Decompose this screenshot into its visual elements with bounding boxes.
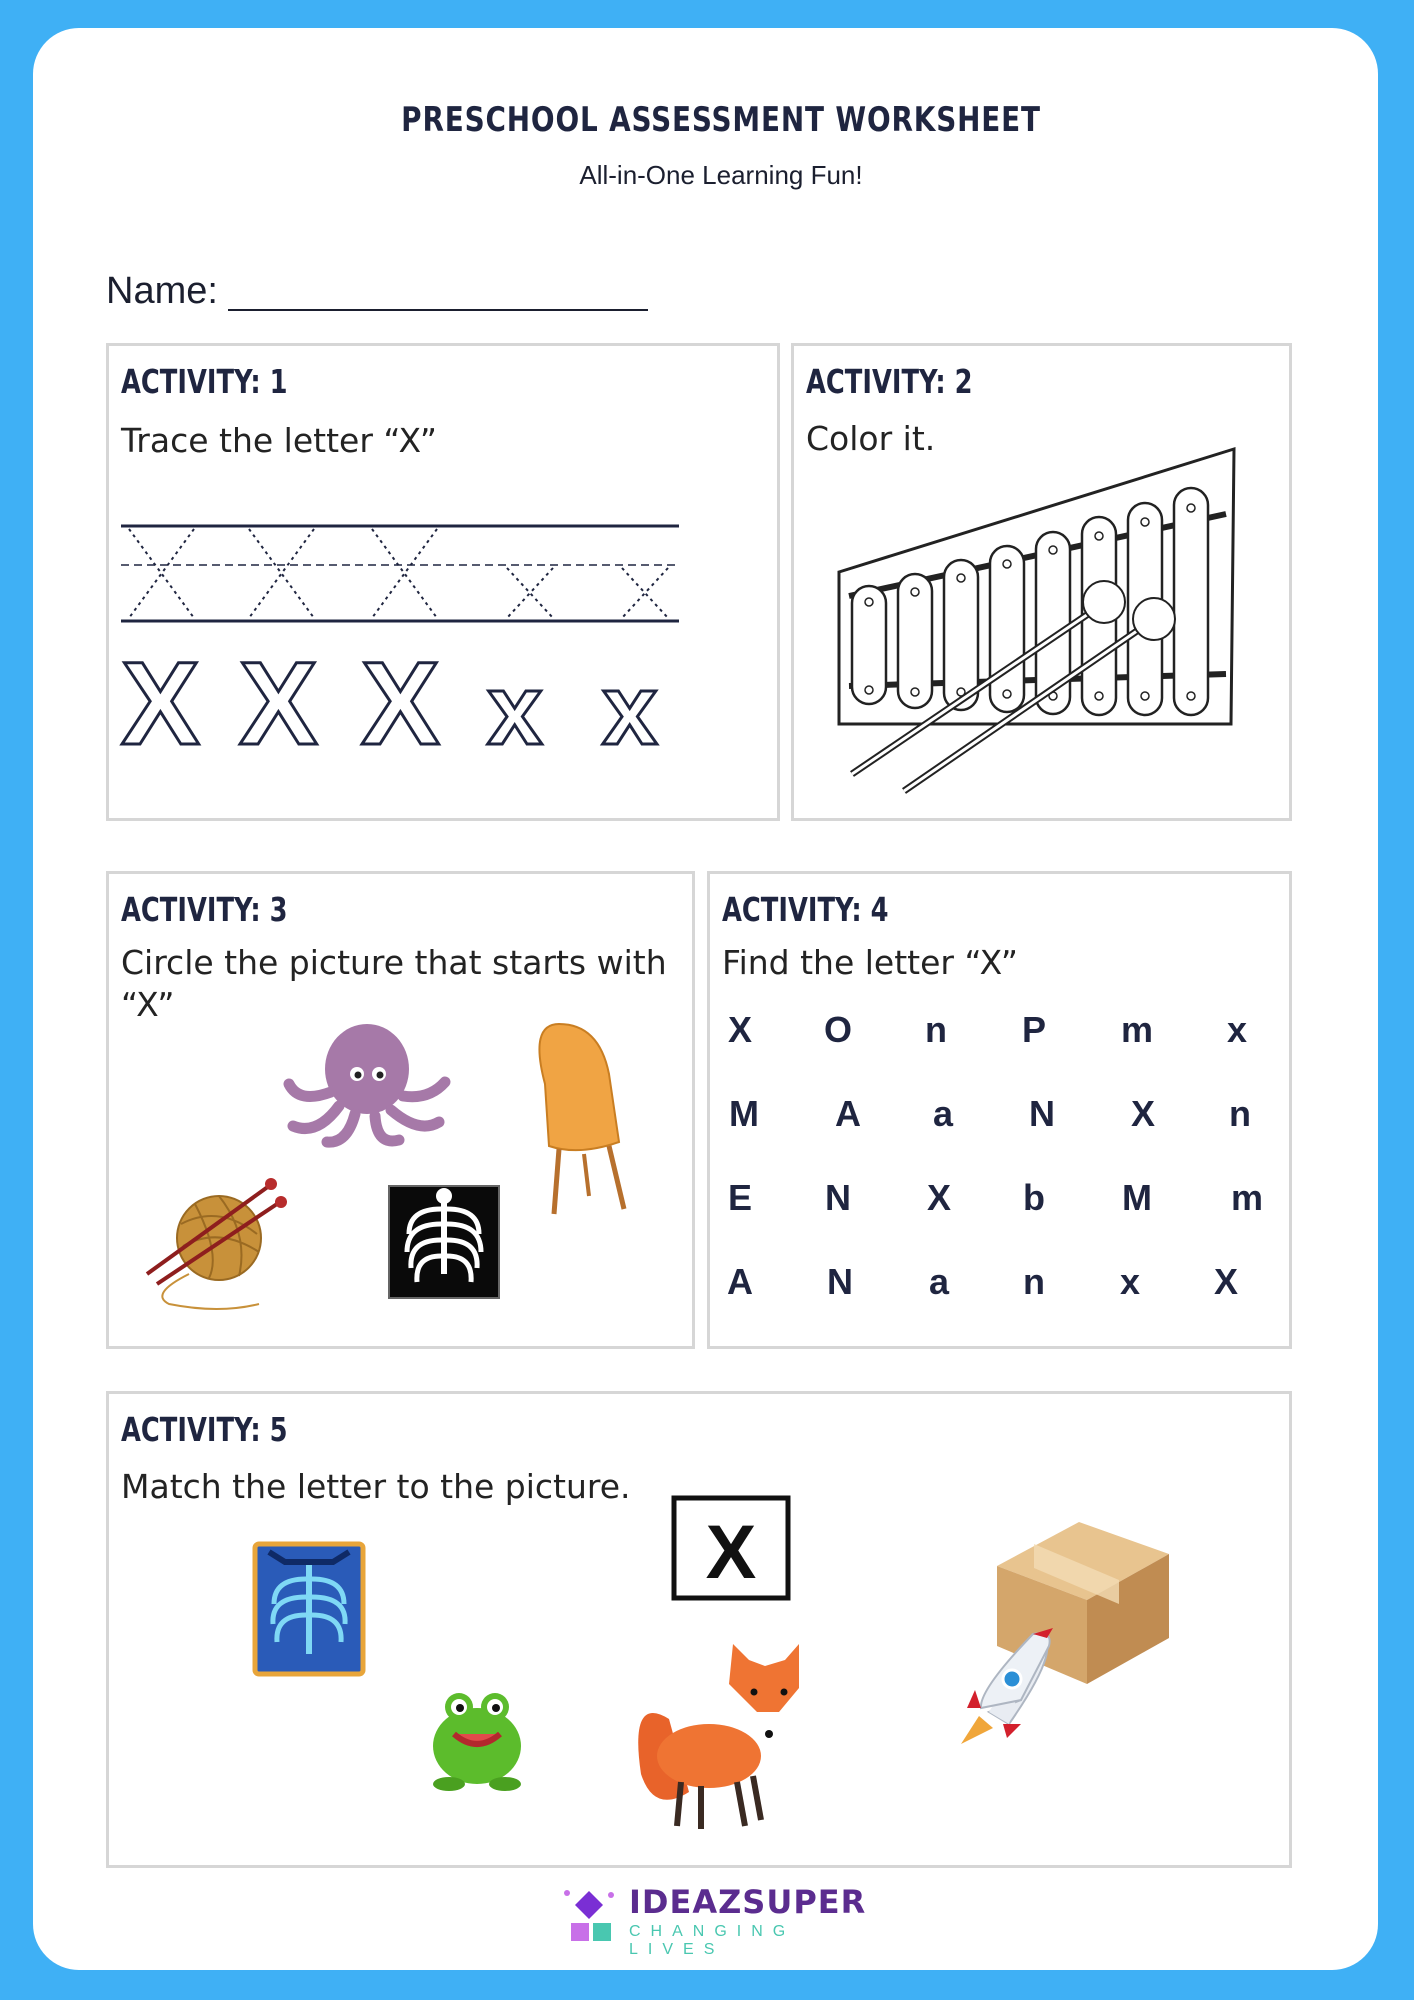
activity-5-box xyxy=(106,1391,1292,1868)
letter-grid-row-1 xyxy=(710,1009,1293,1069)
grid-letter[interactable]: n xyxy=(1229,1093,1251,1134)
grid-letter[interactable]: x xyxy=(1119,1261,1141,1302)
activity-2-title: ACTIVITY: 2 xyxy=(806,362,973,401)
grid-letter[interactable]: N xyxy=(825,1177,851,1218)
grid-letter[interactable]: N xyxy=(827,1261,853,1302)
grid-letter[interactable]: X xyxy=(1213,1261,1238,1302)
grid-letter[interactable]: b xyxy=(1023,1177,1045,1218)
grid-letter[interactable]: M xyxy=(729,1093,759,1134)
logo-blocks-icon xyxy=(557,1887,621,1945)
grid-letter[interactable]: n xyxy=(1023,1261,1045,1302)
activity-2-instruction: Color it. xyxy=(806,419,936,458)
grid-letter[interactable]: X xyxy=(926,1177,951,1218)
match-letter: X xyxy=(705,1510,757,1595)
trace-letter-x-3 xyxy=(372,529,437,618)
grid-letter[interactable]: a xyxy=(928,1261,950,1302)
activity-4-box xyxy=(707,871,1292,1349)
octopus-icon[interactable] xyxy=(289,1024,445,1142)
activity-5-instruction: Match the letter to the picture. xyxy=(121,1467,631,1506)
grid-letter[interactable]: x xyxy=(1226,1009,1248,1050)
grid-letter[interactable]: m xyxy=(1120,1009,1153,1050)
letter-grid-row-4 xyxy=(710,1261,1293,1321)
frog-icon[interactable] xyxy=(433,1693,521,1791)
activity-1-instruction: Trace the letter “X” xyxy=(121,421,437,460)
outline-letter-4: x xyxy=(487,654,543,766)
match-letter-box[interactable] xyxy=(674,1498,788,1598)
activity-3-box xyxy=(106,871,695,1349)
grid-letter[interactable]: N xyxy=(1029,1093,1055,1134)
name-label: Name: xyxy=(106,270,218,312)
grid-letter[interactable]: X xyxy=(727,1009,752,1050)
grid-letter[interactable]: O xyxy=(823,1009,852,1050)
activity-2-box xyxy=(791,343,1292,821)
outline-letter-1: X xyxy=(121,638,200,770)
outline-letter-3: X xyxy=(361,638,440,770)
activity-3-title: ACTIVITY: 3 xyxy=(121,890,288,929)
grid-letter[interactable]: A xyxy=(835,1093,861,1134)
tracing-area[interactable] xyxy=(109,346,777,818)
trace-letter-x-4 xyxy=(507,568,553,618)
brand-logo xyxy=(555,1883,885,1958)
outline-letter-2: X xyxy=(239,638,318,770)
grid-letter[interactable]: X xyxy=(1130,1093,1155,1134)
logo-tagline: CHANGING LIVES xyxy=(629,1923,796,1958)
yarn-ball-icon[interactable] xyxy=(147,1178,287,1309)
trace-letter-x-2 xyxy=(249,529,314,618)
grid-letter[interactable]: P xyxy=(1021,1009,1046,1050)
name-field-line[interactable] xyxy=(228,309,648,311)
logo-name: IDEAZSUPER xyxy=(629,1883,867,1921)
activity-1-box xyxy=(106,343,780,821)
grid-letter[interactable]: A xyxy=(727,1261,753,1302)
trace-letter-x-1 xyxy=(129,529,194,618)
trace-letter-x-5 xyxy=(622,568,668,618)
x-ray-icon[interactable] xyxy=(389,1186,499,1298)
grid-letter[interactable]: a xyxy=(932,1093,954,1134)
chair-icon[interactable] xyxy=(539,1024,624,1214)
activity-5-title: ACTIVITY: 5 xyxy=(121,1410,288,1449)
outline-letter-5: x xyxy=(602,654,658,766)
fox-icon[interactable] xyxy=(638,1644,799,1829)
grid-letter[interactable]: M xyxy=(1122,1177,1152,1218)
grid-letter[interactable]: E xyxy=(727,1177,752,1218)
grid-letter[interactable]: n xyxy=(925,1009,947,1050)
grid-letter[interactable]: m xyxy=(1230,1177,1263,1218)
activity-1-title: ACTIVITY: 1 xyxy=(121,362,288,401)
activity-4-title: ACTIVITY: 4 xyxy=(722,890,889,929)
page-title: PRESCHOOL ASSESSMENT WORKSHEET xyxy=(401,100,1041,140)
activity-4-instruction: Find the letter “X” xyxy=(722,943,1018,982)
xylophone-icon[interactable] xyxy=(794,346,1289,818)
letter-grid-row-2 xyxy=(710,1093,1293,1153)
x-ray-icon[interactable] xyxy=(255,1544,363,1674)
letter-grid-row-3 xyxy=(710,1177,1293,1237)
activity-3-instruction: Circle the picture that starts with “X” xyxy=(121,943,667,1024)
page-subtitle: All-in-One Learning Fun! xyxy=(579,160,863,190)
